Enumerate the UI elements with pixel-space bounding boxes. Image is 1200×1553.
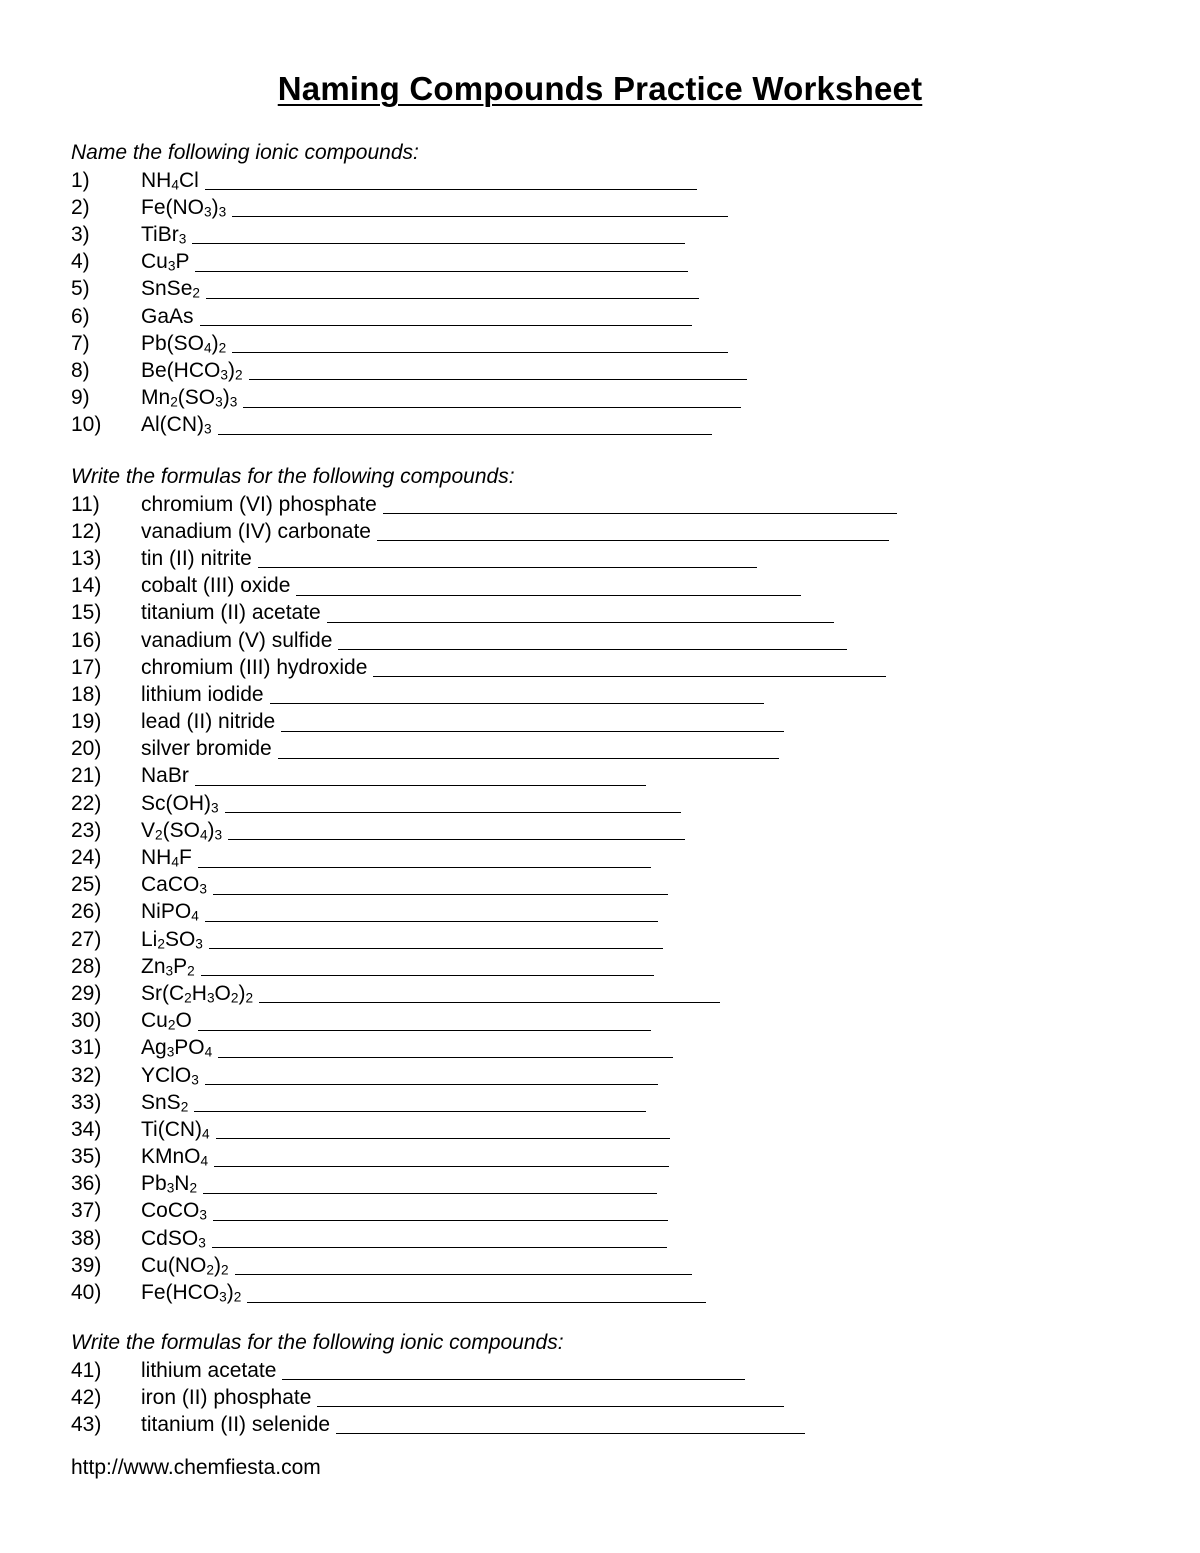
question-number: 28) <box>71 954 102 978</box>
question-text: $Al(CN)_3$ <box>141 413 212 437</box>
question-item <box>71 1357 805 1384</box>
answer-line[interactable] <box>317 1406 784 1407</box>
question-text: vanadium (IV) carbonate <box>141 519 371 543</box>
question-text: lithium acetate <box>141 1358 277 1382</box>
answer-line[interactable] <box>383 513 897 514</box>
question-number: 20) <box>71 737 102 761</box>
answer-line[interactable] <box>336 1433 805 1434</box>
answer-line[interactable] <box>373 676 886 677</box>
question-text: iron (II) phosphate <box>141 1385 312 1409</box>
question-item <box>71 412 747 439</box>
question-number: 37) <box>71 1199 102 1223</box>
answer-line[interactable] <box>377 540 889 541</box>
question-number: 17) <box>71 655 102 679</box>
question-item <box>71 357 747 384</box>
question-item <box>71 221 747 248</box>
question-text: CdSO$_3$ <box>141 1226 206 1251</box>
question-item <box>71 600 897 627</box>
question-item <box>71 1171 897 1198</box>
question-item <box>71 627 897 654</box>
question-item <box>71 545 897 572</box>
question-text: TiBr$_3$ <box>141 222 187 247</box>
question-number: 30) <box>71 1009 102 1033</box>
question-item <box>71 1198 897 1225</box>
answer-line[interactable] <box>206 298 699 299</box>
section-heading-formulas: Write the formulas for the following compounds: <box>71 465 515 488</box>
question-number: 18) <box>71 682 102 706</box>
answer-line[interactable] <box>194 1111 646 1112</box>
question-number: 23) <box>71 818 102 842</box>
question-text: SnS$_2$ <box>141 1090 189 1115</box>
question-item <box>71 899 897 926</box>
question-item <box>71 1384 805 1411</box>
question-text: $Fe(NO_3)_3$ <box>141 195 227 220</box>
question-number: 35) <box>71 1145 102 1169</box>
answer-line[interactable] <box>218 1057 673 1058</box>
question-item <box>71 953 897 980</box>
question-number: 19) <box>71 710 102 734</box>
answer-line[interactable] <box>198 867 651 868</box>
answer-line[interactable] <box>232 352 728 353</box>
question-text: NaBr <box>141 764 189 788</box>
question-text: $Cu_3P$ <box>141 250 190 274</box>
question-text: $Be(HCO_3)_2$ <box>141 358 243 383</box>
question-text: $NH_4F$ <box>141 846 192 870</box>
question-text: tin (II) nitrite <box>141 546 252 570</box>
question-text: NiPO$_4$ <box>141 900 199 925</box>
answer-line[interactable] <box>225 812 681 813</box>
footer-url: http://www.chemfiesta.com <box>71 1456 321 1479</box>
question-item <box>71 844 897 871</box>
question-number: 34) <box>71 1117 102 1141</box>
question-text: SnSe$_2$ <box>141 277 200 302</box>
question-text: $Zn_3P_2$ <box>141 954 195 979</box>
answer-line[interactable] <box>270 703 764 704</box>
answer-line[interactable] <box>200 325 692 326</box>
question-item <box>71 573 897 600</box>
question-text: $Cu_2O$ <box>141 1009 192 1033</box>
question-number: 31) <box>71 1036 102 1060</box>
answer-line[interactable] <box>213 894 668 895</box>
question-text: $Pb(SO_4)_2$ <box>141 331 227 356</box>
question-number: 24) <box>71 846 102 870</box>
question-text: $Pb_3N_2$ <box>141 1172 198 1196</box>
question-text: $Sc(OH)_3$ <box>141 791 219 816</box>
answer-line[interactable] <box>201 975 654 976</box>
question-number: 4) <box>71 250 90 274</box>
answer-line[interactable] <box>203 1193 657 1194</box>
question-text: lithium iodide <box>141 682 264 706</box>
question-text: KMnO$_4$ <box>141 1145 209 1169</box>
question-text: cobalt (III) oxide <box>141 574 291 598</box>
question-number: 7) <box>71 331 90 355</box>
question-number: 6) <box>71 304 90 328</box>
answer-line[interactable] <box>209 948 663 949</box>
question-item <box>71 872 897 899</box>
answer-line[interactable] <box>247 1302 706 1303</box>
answer-line[interactable] <box>232 216 728 217</box>
answer-line[interactable] <box>259 1002 720 1003</box>
question-number: 12) <box>71 519 102 543</box>
answer-line[interactable] <box>205 1084 658 1085</box>
question-number: 32) <box>71 1063 102 1087</box>
answer-line[interactable] <box>296 595 801 596</box>
question-text: $NH_4Cl$ <box>141 168 199 193</box>
question-number: 15) <box>71 601 102 625</box>
question-item <box>71 194 747 221</box>
answer-line[interactable] <box>282 1379 745 1380</box>
question-item <box>71 1035 897 1062</box>
question-text: $Cu(NO_2)_2$ <box>141 1253 229 1278</box>
question-item <box>71 249 747 276</box>
question-number: 27) <box>71 927 102 951</box>
question-number: 13) <box>71 546 102 570</box>
question-item <box>71 1144 897 1171</box>
answer-line[interactable] <box>216 1138 670 1139</box>
answer-line[interactable] <box>228 839 685 840</box>
question-item <box>71 1252 897 1279</box>
answer-line[interactable] <box>278 758 779 759</box>
question-item <box>71 491 897 518</box>
question-number: 41) <box>71 1358 102 1382</box>
question-number: 29) <box>71 981 102 1005</box>
question-text: $Li_2SO_3$ <box>141 927 203 952</box>
answer-line[interactable] <box>192 243 685 244</box>
answer-line[interactable] <box>195 271 688 272</box>
answer-line[interactable] <box>327 622 834 623</box>
question-text: vanadium (V) sulfide <box>141 628 333 652</box>
question-number: 26) <box>71 900 102 924</box>
question-item <box>71 1062 897 1089</box>
answer-line[interactable] <box>205 189 697 190</box>
question-text: $Ti(CN)_4$ <box>141 1117 210 1142</box>
answer-line[interactable] <box>205 921 658 922</box>
question-number: 1) <box>71 168 90 192</box>
question-item <box>71 330 747 357</box>
question-list-3 <box>71 1357 805 1439</box>
question-text: $V_2(SO_4)_3$ <box>141 818 223 843</box>
answer-line[interactable] <box>214 1166 669 1167</box>
question-text: $Sr(C_2H_3O_2)_2$ <box>141 981 254 1006</box>
question-number: 10) <box>71 413 102 437</box>
question-text: GaAs <box>141 304 194 328</box>
question-number: 39) <box>71 1253 102 1277</box>
question-number: 11) <box>71 492 100 516</box>
question-text: $Ag_3PO_4$ <box>141 1036 213 1061</box>
question-number: 2) <box>71 195 90 219</box>
question-number: 14) <box>71 574 102 598</box>
question-item <box>71 385 747 412</box>
question-text: titanium (II) acetate <box>141 601 321 625</box>
question-text: chromium (VI) phosphate <box>141 492 377 516</box>
question-item <box>71 1008 897 1035</box>
question-number: 33) <box>71 1090 102 1114</box>
answer-line[interactable] <box>338 649 847 650</box>
question-item <box>71 1411 805 1438</box>
question-number: 43) <box>71 1412 102 1436</box>
question-number: 8) <box>71 358 90 382</box>
answer-line[interactable] <box>195 785 646 786</box>
question-number: 3) <box>71 222 90 246</box>
question-item <box>71 1279 897 1306</box>
page-title: Naming Compounds Practice Worksheet <box>277 70 923 107</box>
question-text: $Fe(HCO_3)_2$ <box>141 1281 242 1305</box>
question-text: lead (II) nitride <box>141 710 276 734</box>
question-item <box>71 790 897 817</box>
question-text: titanium (II) selenide <box>141 1412 331 1436</box>
question-text: chromium (III) hydroxide <box>141 655 368 679</box>
question-number: 21) <box>71 764 102 788</box>
question-item <box>71 276 747 303</box>
question-list-2 <box>71 491 897 1307</box>
question-item <box>71 1225 897 1252</box>
question-number: 42) <box>71 1385 102 1409</box>
section-heading-ionic-names: Name the following ionic compounds: <box>71 141 419 164</box>
section-heading-ionic-formulas: Write the formulas for the following ionic compounds: <box>71 1331 564 1354</box>
question-number: 9) <box>71 386 90 410</box>
answer-line[interactable] <box>198 1030 651 1031</box>
question-item <box>71 709 897 736</box>
question-text: silver bromide <box>141 737 272 761</box>
question-item <box>71 518 897 545</box>
question-text: YClO$_3$ <box>141 1063 199 1088</box>
question-number: 16) <box>71 628 102 652</box>
question-item <box>71 980 897 1007</box>
question-list-1 <box>71 167 747 439</box>
answer-line[interactable] <box>218 434 712 435</box>
question-number: 22) <box>71 791 102 815</box>
question-item <box>71 681 897 708</box>
question-item <box>71 817 897 844</box>
question-item <box>71 654 897 681</box>
question-item <box>71 1116 897 1143</box>
question-item <box>71 926 897 953</box>
question-item <box>71 167 747 194</box>
question-number: 25) <box>71 873 102 897</box>
question-text: CaCO$_3$ <box>141 873 207 897</box>
question-item <box>71 763 897 790</box>
answer-line[interactable] <box>235 1274 692 1275</box>
answer-line[interactable] <box>258 567 757 568</box>
question-number: 38) <box>71 1226 102 1250</box>
answer-line[interactable] <box>281 731 784 732</box>
answer-line[interactable] <box>243 407 741 408</box>
question-item <box>71 303 747 330</box>
question-number: 5) <box>71 277 90 301</box>
answer-line[interactable] <box>212 1247 667 1248</box>
question-item <box>71 1089 897 1116</box>
question-number: 36) <box>71 1172 102 1196</box>
question-text: $Mn_2(SO_3)_3$ <box>141 386 238 410</box>
question-number: 40) <box>71 1281 102 1305</box>
question-item <box>71 736 897 763</box>
question-text: CoCO$_3$ <box>141 1199 207 1224</box>
answer-line[interactable] <box>213 1220 668 1221</box>
answer-line[interactable] <box>249 379 747 380</box>
